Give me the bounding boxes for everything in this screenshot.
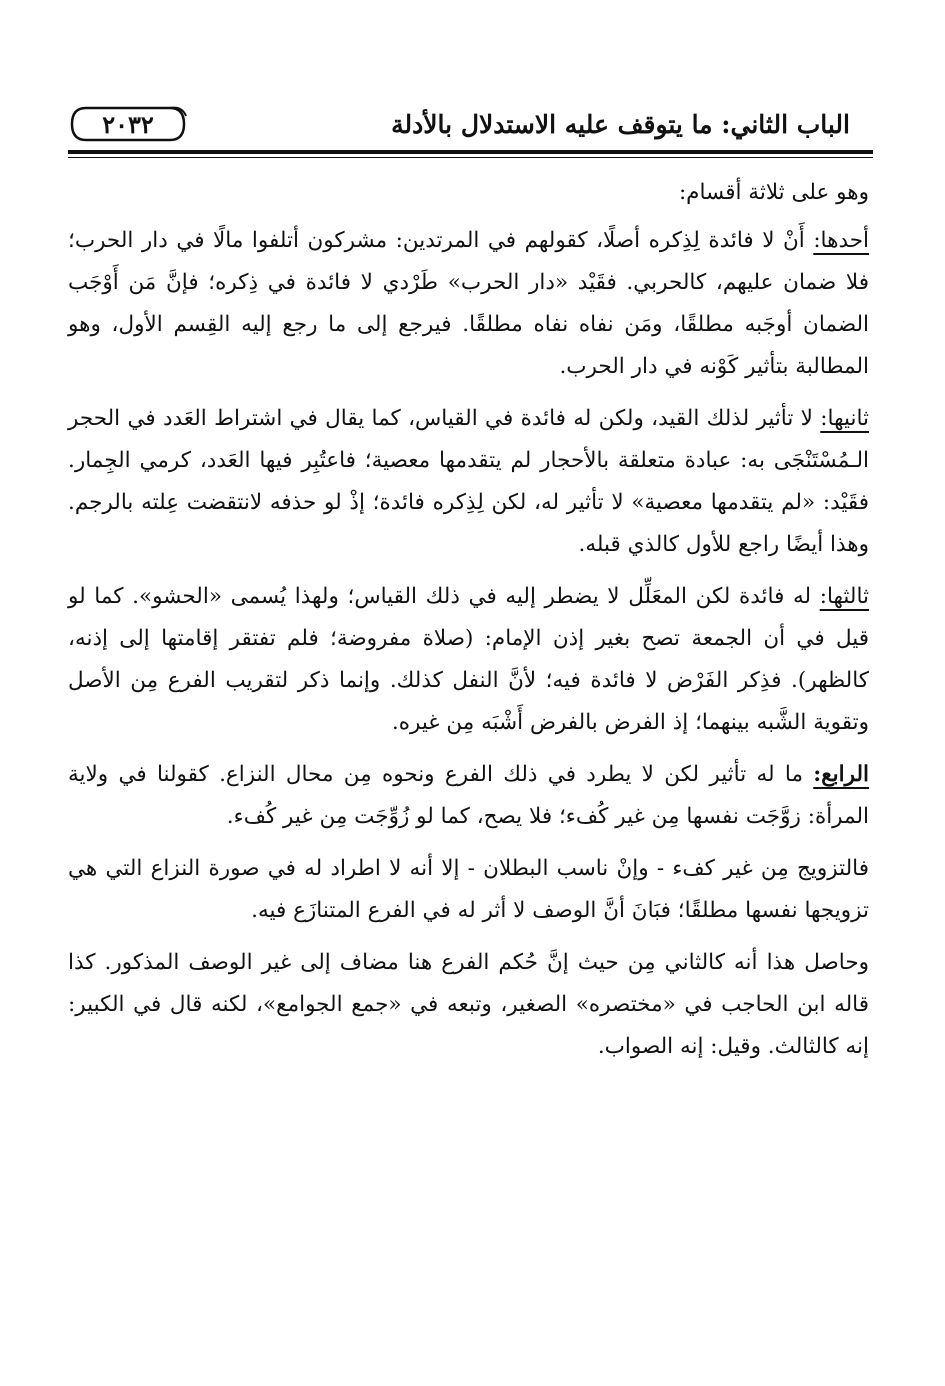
paragraph-second-type (68, 398, 869, 566)
page-number: ٢٠٣٢ (102, 109, 154, 139)
first-type-text: أَنْ لا فائدة لِذِكره أصلًا، كقولهم في المرتدين: مشركون أتلفوا مالًا في دار الحرب؛ فلا ضمان عليهم، كالحربي. فقَيْد «دار الحرب» طَرْدي لا فائدة في ذِكره؛ فإنَّ مَن أَوْجَب الضمان أوجَبه مطلقًا، ومَن نفاه نفاه مطلقًا. فيرجع إلى ما رجع إليه القِسم الأول، وهو المطالبة بتأثير كَوْنه في دار الحرب. (68, 228, 869, 379)
third-type-label: ثالثها: (819, 584, 869, 609)
fourth-type-text: ما له تأثير لكن لا يطرد في ذلك الفرع ونحوه مِن محال النزاع. كقولنا في ولاية المرأة: زوَّجَت نفسها مِن غير كُفء؛ فلا يصح، كما لو زُوِّجَت مِن غير كُفء. (68, 762, 869, 829)
intro-paragraph: وهو على ثلاثة أقسام: (678, 180, 869, 205)
page-header (68, 100, 870, 148)
third-type-text: له فائدة لكن المعَلِّل لا يضطر إليه في ذلك القياس؛ ولهذا يُسمى «الحشو». كما لو قيل في أن الجمعة تصح بغير إذن الإمام: (صلاة مفروضة؛ فلم تفتقر إقامتها إلى إذنه، كالظهر). فذِكر الفَرْض لا فائدة فيه؛ لأنَّ النفل كذلك. وإنما ذكر لتقريب الفرع مِن الأصل وتقوية الشَّبه بينهما؛ إذ الفرض بالفرض أَشْبَه مِن غيره. (68, 584, 869, 735)
fourth-type-label: الرابع: (813, 762, 869, 787)
paragraph-summary: وحاصل هذا أنه كالثاني مِن حيث إنَّ حُكم الفرع هنا مضاف إلى غير الوصف المذكور. كذا قاله ابن الحاجب في «مختصره» الصغير، وتبعه في «جمع الجوامع»، لكنه قال في الكبير: إنه كالثالث. وقيل: إنه الصواب. (68, 950, 869, 1059)
page-number-badge (68, 104, 188, 144)
paragraph-fourth-type (68, 754, 869, 838)
running-title: الباب الثاني: ما يتوقف عليه الاستدلال بالأدلة (391, 109, 850, 139)
header-rule-thin (68, 157, 873, 158)
paragraph-first-type (68, 220, 869, 388)
second-type-label: ثانيها: (820, 406, 869, 431)
paragraph-tazwij: فالتزويج مِن غير كفء - وإنْ ناسب البطلان - إلا أنه لا اطراد له في صورة النزاع التي هي تزويجها نفسها مطلقًا؛ فبَانَ أنَّ الوصف لا أثر له في الفرع المتنازَع فيه. (68, 856, 869, 923)
header-rule-thick (68, 150, 873, 154)
paragraph-third-type (68, 576, 869, 744)
second-type-text: لا تأثير لذلك القيد، ولكن له فائدة في القياس، كما يقال في اشتراط العَدد في الحجر الـمُسْتَنْجَى به: عبادة متعلقة بالأحجار لم يتقدمها معصية؛ فاعتُبِر فيها العَدد، كرمي الجِمار. فقَيْد: «لم يتقدمها معصية» لا تأثير له، لكن لِذِكره فائدة؛ إذْ لو حذفه لانتقضت عِلته بالرجم. وهذا أيضًا راجع للأول كالذي قبله. (68, 406, 869, 557)
first-type-label: أحدها: (813, 228, 869, 253)
page-body (68, 172, 869, 1078)
